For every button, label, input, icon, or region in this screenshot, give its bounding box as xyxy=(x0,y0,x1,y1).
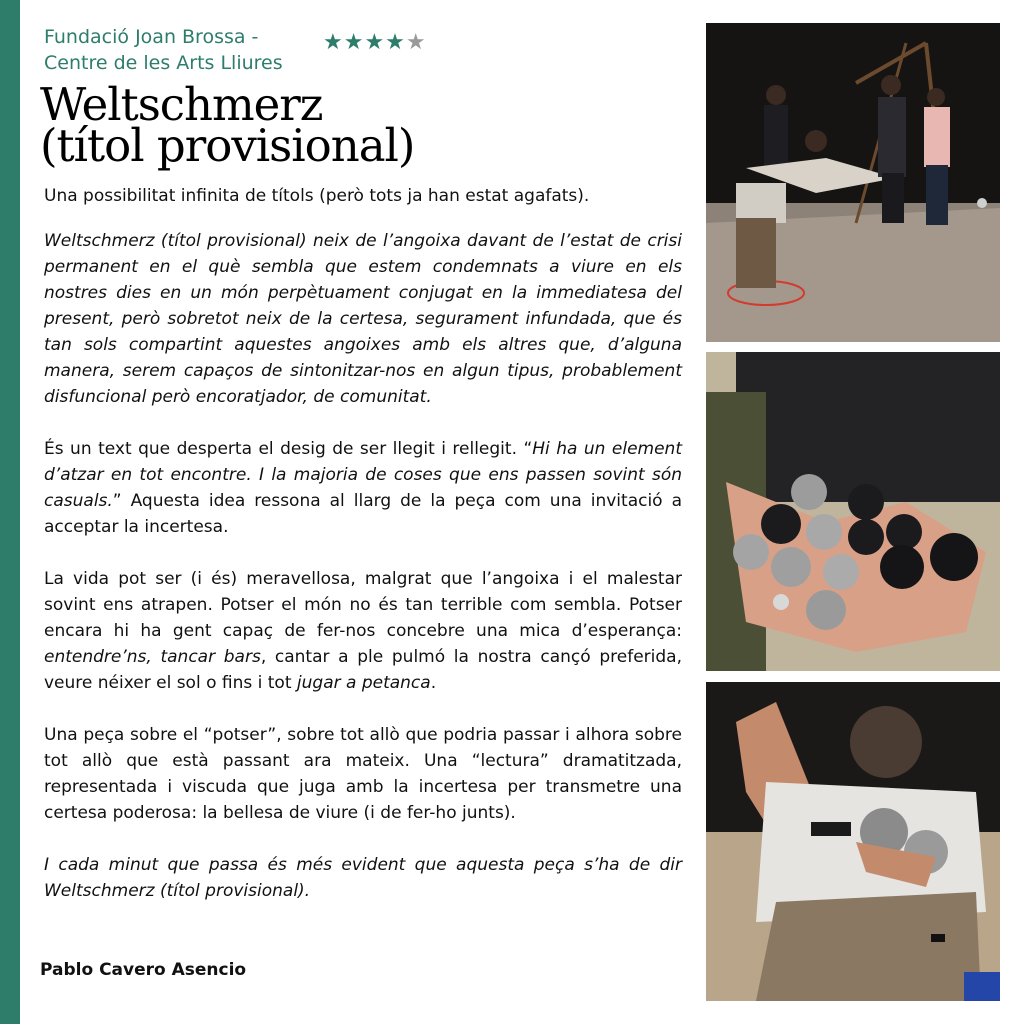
paragraph-synopsis: Weltschmerz (títol provisional) neix de l’angoixa davant de l’estat de crisi permanent en el què sembla que estem condemnats a viure en els nostres dies en un món perpètuament conjugat en la immediatesa del present, però sobretot neix de la certesa, segurament infundada, que és tan sols compartint aquestes angoixes amb els altres que, d’alguna manera, serem capaços de sintonitzar-nos en algun tipus, probablement disfuncional però encoratjador, de comunitat. xyxy=(44,231,682,407)
star-filled-icon: ★★★★ xyxy=(323,30,406,55)
hope-text-c: . xyxy=(430,673,437,693)
title-line-2: (títol provisional) xyxy=(40,119,415,172)
accent-side-bar xyxy=(0,0,20,1024)
player-back-photo xyxy=(706,682,1000,1001)
review-body xyxy=(44,183,682,930)
hope-italic-2: jugar a petanca xyxy=(296,673,431,693)
paragraph-intro: Una possibilitat infinita de títols (però tots ja han estat agafats). xyxy=(44,186,590,206)
hope-italic-1: entendre’ns, tancar bars xyxy=(44,647,261,667)
venue-line-1: Fundació Joan Brossa - xyxy=(44,26,259,48)
page-title xyxy=(40,78,415,172)
quote-lead: És un text que desperta el desig de ser llegit i rellegit. “ xyxy=(44,439,533,459)
star-rating xyxy=(323,30,427,56)
hope-text-b: , cantar a ple pulmó la nostra cançó preferida, veure néixer el sol o fins i tot xyxy=(44,647,682,693)
paragraph-closing: I cada minut que passa és més evident que aquesta peça s’ha de dir Weltschmerz (títol provisional). xyxy=(44,855,682,901)
title-line-1: Weltschmerz xyxy=(40,78,323,131)
petanque-balls-photo xyxy=(706,352,1000,671)
paragraph-hope xyxy=(44,566,682,696)
paragraph-maybe: Una peça sobre el “potser”, sobre tot allò que podria passar i alhora sobre tot allò que està passant ara mateix. Una “lectura” dramatitzada, representada i viscuda que juga amb la incertesa per transmetre una certesa poderosa: la bellesa de viure (i de fer-ho junts). xyxy=(44,725,682,823)
paragraph-quote xyxy=(44,436,682,540)
quote-tail: ” Aquesta idea ressona al llarg de la peça com una invitació a acceptar la incertesa. xyxy=(44,491,682,537)
quote-text: Hi ha un element d’atzar en tot encontre. I la majoria de coses que ens passen sovint són casuals. xyxy=(44,439,682,511)
venue-name xyxy=(44,24,283,76)
star-empty-icon: ★ xyxy=(405,30,427,55)
stage-photo xyxy=(706,23,1000,342)
author-signature: Pablo Cavero Asencio xyxy=(40,960,247,980)
hope-text-a: La vida pot ser (i és) meravellosa, malgrat que l’angoixa i el malestar sovint ens atrapen. Potser el món no és tan terrible com sembla. Potser encara hi ha gent capaç de fer-nos concebre una mica d’esperança: xyxy=(44,569,682,641)
venue-line-2: Centre de les Arts Lliures xyxy=(44,52,283,74)
